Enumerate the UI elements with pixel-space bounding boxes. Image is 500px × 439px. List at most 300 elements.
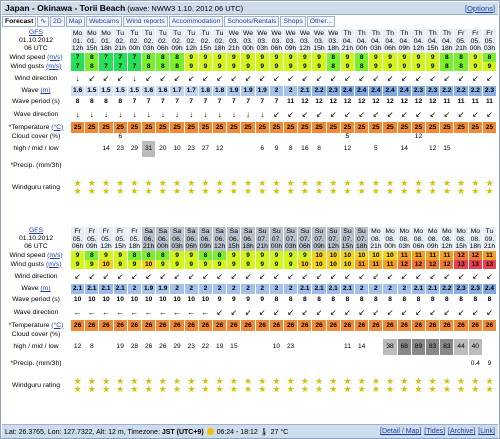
rating-star-icon: ★ ★: [426, 373, 440, 399]
row-label: [2, 175, 70, 201]
forecast-date: 02.: [143, 37, 154, 45]
rating-star-icon: ★ ★: [412, 175, 426, 201]
forecast-hour: 09h: [398, 45, 410, 52]
row-label: [2, 294, 70, 306]
cell: 25: [483, 122, 497, 133]
forecast-hour: 21h: [142, 243, 155, 250]
cell: 10: [114, 294, 128, 306]
cell: [71, 29, 85, 53]
cell: [469, 157, 483, 175]
cell: [383, 141, 397, 157]
cell: 9: [341, 53, 355, 62]
cell: 2: [383, 284, 397, 294]
cell: [284, 331, 298, 339]
cell: 8: [85, 251, 99, 260]
tab-accommodation[interactable]: Accommodation: [169, 16, 224, 27]
cell: [156, 331, 170, 339]
row-wave: [71, 284, 497, 294]
cell: [99, 331, 113, 339]
cell: [355, 157, 369, 175]
cell: 8: [213, 251, 227, 260]
cell: 2.4: [355, 86, 369, 96]
wave-arrow-icon: ←: [142, 306, 156, 320]
forecast-date: 07.: [285, 235, 296, 243]
wind-arrow-icon: ↙: [85, 269, 99, 284]
label-text: *Temperature: [8, 123, 50, 131]
cell: 2: [241, 284, 255, 294]
forecast-date: 01.: [87, 37, 97, 45]
label-text: Wind gusts: [10, 260, 45, 268]
forecast-hour: 12h: [213, 243, 226, 250]
rating-star-icon: ★ ★: [398, 373, 412, 399]
cell: [227, 227, 241, 251]
tab-shops[interactable]: Shops: [280, 16, 305, 27]
cell: 8: [483, 294, 497, 306]
label-text: Wave: [21, 87, 39, 94]
cell: 8: [355, 53, 369, 62]
cell: [85, 331, 99, 339]
cell: [298, 331, 312, 339]
cell: 20: [156, 141, 170, 157]
cell: [483, 141, 497, 157]
cell: [270, 157, 284, 175]
forecast-date: 03.: [271, 37, 282, 45]
cell: [327, 133, 341, 141]
cell: [227, 133, 241, 141]
forecast-date: 05.: [115, 235, 125, 243]
cell: 7: [185, 96, 199, 108]
cell: 9: [241, 294, 255, 306]
cell: 8: [156, 53, 170, 62]
forecast-day: Sa: [229, 228, 238, 235]
rating-star-icon: ★ ★: [241, 175, 255, 201]
cell: [241, 29, 255, 53]
cell: 2: [170, 284, 184, 294]
cell: 25: [341, 122, 355, 133]
forecast-date: 07.: [342, 235, 353, 243]
cell: [426, 331, 440, 339]
label-text: Cloud cover (%): [11, 133, 61, 140]
tab-schools-rentals[interactable]: Schools/Rentals: [224, 16, 279, 27]
rating-star-icon: ★ ★: [312, 175, 326, 201]
wave-arrow-icon: ↙: [227, 306, 241, 320]
cell: 25: [369, 122, 383, 133]
forecast-date: 02.: [214, 37, 225, 45]
cell: 25: [199, 122, 213, 133]
forecast-day: Sa: [215, 228, 224, 235]
cell: [440, 133, 454, 141]
cell: 9: [270, 141, 284, 157]
forecast-day: Sa: [243, 228, 253, 235]
cell: [170, 227, 184, 251]
cell: 1.5: [114, 86, 128, 96]
cell: [71, 157, 85, 175]
cell: 26: [341, 320, 355, 331]
cell: 8: [412, 294, 426, 306]
label-text: Cloud cover (%): [11, 331, 61, 338]
cell: [454, 331, 468, 339]
model-link[interactable]: GFS: [29, 29, 43, 36]
cell: 10: [85, 294, 99, 306]
forecast-day: We: [314, 30, 325, 37]
wave-arrow-icon: ↙: [298, 306, 312, 320]
forecast-day: Mo: [72, 30, 83, 37]
label-text: (m/s): [46, 62, 62, 70]
link-link[interactable]: [Link]: [478, 428, 495, 435]
cell: 10: [298, 260, 312, 269]
cell: 25: [454, 122, 468, 133]
wave-arrow-icon: ↙: [327, 306, 341, 320]
cell: [99, 355, 113, 373]
tides-link[interactable]: [Tides]: [424, 428, 446, 435]
rating-star-icon: ★ ★: [85, 373, 99, 399]
cell: [454, 29, 468, 53]
cell: [114, 355, 128, 373]
wave-arrow-icon: ↙: [355, 108, 369, 122]
cell: 9: [284, 53, 298, 62]
cell: [71, 141, 85, 157]
cell: [383, 157, 397, 175]
forecast-hour: 15h: [341, 243, 354, 250]
forecast-hour: 18h: [327, 45, 339, 52]
cell: 8: [483, 53, 497, 62]
cell: [256, 133, 270, 141]
rating-star-icon: ★ ★: [383, 373, 397, 399]
forecast-day: Tu: [144, 30, 153, 37]
wind-arrow-icon: ↙: [142, 71, 156, 86]
cell: 10: [170, 294, 184, 306]
cell: 12: [469, 251, 483, 260]
cell: 8: [369, 294, 383, 306]
forecast-hour: 15h: [228, 243, 240, 250]
tab-other[interactable]: Other...: [307, 16, 335, 27]
cell: [114, 157, 128, 175]
cell: 9: [85, 260, 99, 269]
row-period: [71, 96, 497, 108]
cell: [99, 227, 113, 251]
forecast-hour: 06h: [157, 45, 169, 52]
row-cloud_a: [71, 331, 497, 339]
tab-graph[interactable]: [37, 16, 49, 27]
forecast-hour: 09h: [284, 45, 297, 52]
cell: 9: [241, 53, 255, 62]
forecast-hour: 06h: [71, 243, 84, 250]
rating-star-icon: ★ ★: [412, 373, 426, 399]
row-wdir: [71, 71, 497, 86]
rating-star-icon: ★ ★: [99, 175, 113, 201]
wind-arrow-icon: ↙: [241, 71, 255, 86]
cell: 9: [199, 53, 213, 62]
cell: [412, 141, 426, 157]
cell: [412, 331, 426, 339]
cell: [99, 157, 113, 175]
label-text: Wave period (s): [12, 98, 60, 105]
cell: 11: [440, 251, 454, 260]
cell: 9: [284, 251, 298, 260]
cell: 8: [327, 294, 341, 306]
cell: 25: [426, 122, 440, 133]
cell: 7: [128, 96, 142, 108]
forecast-day: Su: [329, 228, 338, 235]
wave-arrow-icon: ←: [71, 306, 85, 320]
cell: 9: [412, 62, 426, 71]
cell: 2: [369, 284, 383, 294]
label-text: (°C): [51, 321, 64, 329]
cell: [426, 157, 440, 175]
detail-map-link[interactable]: [Detail / Map]: [380, 428, 422, 435]
label-text: high / mid / low: [13, 145, 59, 152]
cell: 8: [85, 53, 99, 62]
cell: 8: [383, 294, 397, 306]
forecast-hour: 12h: [100, 243, 112, 250]
wind-arrow-icon: ↙: [412, 71, 426, 86]
cell: 44: [454, 339, 468, 355]
cell: 2.2: [454, 86, 468, 96]
cell: 7: [241, 96, 255, 108]
tab-map[interactable]: Map: [66, 16, 85, 27]
cell: 8: [454, 294, 468, 306]
wave-arrow-icon: ↙: [426, 108, 440, 122]
row-rating: [71, 373, 497, 399]
cell: 2: [256, 284, 270, 294]
cell: 10: [369, 251, 383, 260]
cell: 7: [114, 62, 128, 71]
label-text: Wave direction: [13, 111, 59, 118]
cell: 9: [256, 251, 270, 260]
cell: 25: [241, 122, 255, 133]
rating-star-icon: ★ ★: [341, 373, 355, 399]
forecast-date: 06.: [158, 235, 168, 243]
cell: [369, 29, 383, 53]
rating-star-icon: ★ ★: [128, 175, 142, 201]
cell: 9: [213, 260, 227, 269]
wind-arrow-icon: ↙: [114, 71, 128, 86]
row-hd: [71, 227, 497, 251]
cell: 10: [185, 294, 199, 306]
forecast-day: Su: [272, 228, 281, 235]
wave-arrow-icon: ↙: [312, 306, 326, 320]
row-label: [2, 339, 70, 355]
wave-arrow-icon: ↙: [355, 306, 369, 320]
cell: [213, 355, 227, 373]
cell: 9: [369, 62, 383, 71]
cell: [227, 29, 241, 53]
forecast-hour: 12h: [71, 45, 84, 52]
cell: 2.1: [341, 284, 355, 294]
wind-arrow-icon: ↙: [327, 269, 341, 284]
tab-wind-reports[interactable]: Wind reports: [123, 16, 168, 27]
cell: 9: [114, 260, 128, 269]
cell: 12: [355, 96, 369, 108]
cell: [312, 227, 326, 251]
forecast-hour: 03h: [370, 45, 382, 52]
wind-arrow-icon: ↙: [256, 269, 270, 284]
cell: [71, 331, 85, 339]
cell: 25: [114, 122, 128, 133]
cell: 26: [312, 320, 326, 331]
forecast-day: Th: [428, 30, 437, 37]
cell: 2.3: [469, 284, 483, 294]
wind-arrow-icon: ↙: [355, 269, 369, 284]
forecast-hour: 00h: [128, 45, 141, 52]
cell: [355, 141, 369, 157]
wave-arrow-icon: ↓: [170, 108, 184, 122]
forecast-date: 03.: [257, 37, 267, 45]
row-label: [2, 71, 70, 86]
cell: [185, 355, 199, 373]
cell: 26: [99, 320, 113, 331]
cell: [469, 331, 483, 339]
rating-star-icon: ★ ★: [199, 175, 213, 201]
cell: [284, 29, 298, 53]
row-wvdir: [71, 108, 497, 122]
cell: [270, 355, 284, 373]
cell: [483, 29, 497, 53]
forecast-day: Fr: [88, 228, 96, 235]
cell: 26: [213, 320, 227, 331]
cell: 11: [341, 339, 355, 355]
forecast-hour: 00h: [355, 45, 368, 52]
model-link[interactable]: GFS: [29, 227, 43, 234]
row-wdir: [71, 269, 497, 284]
cell: 9: [426, 53, 440, 62]
wind-arrow-icon: ↙: [369, 269, 383, 284]
cell: [298, 339, 312, 355]
cell: 9: [185, 251, 199, 260]
wind-arrow-icon: ↙: [270, 269, 284, 284]
wave-arrow-icon: ↙: [369, 306, 383, 320]
forecast-day: Fr: [131, 228, 138, 235]
tab-webcams[interactable]: Webcams: [86, 16, 122, 27]
cell: 8: [284, 294, 298, 306]
row-wvdir: [71, 306, 497, 320]
cell: [284, 157, 298, 175]
cell: 8: [312, 294, 326, 306]
location-info: Lat: 26.3765, Lon: 127.7322, Alt: 12 m, Timezone:: [5, 428, 160, 436]
cell: 8: [156, 62, 170, 71]
wave-arrow-icon: ↙: [412, 306, 426, 320]
row-label: [2, 260, 70, 269]
cell: 1.8: [213, 86, 227, 96]
forecast-day: Fr: [472, 30, 479, 37]
wave-arrow-icon: ↙: [341, 108, 355, 122]
forecast-date: 09.: [484, 235, 495, 243]
cell: [298, 227, 312, 251]
cell: [440, 355, 454, 373]
cell: 12: [440, 260, 454, 269]
wave-arrow-icon: ↙: [454, 108, 468, 122]
wind-arrow-icon: ↙: [156, 269, 170, 284]
forecast-date: 08.: [456, 235, 466, 243]
cell: 9: [241, 62, 255, 71]
cell: [369, 227, 383, 251]
cell: 9: [227, 251, 241, 260]
forecast-day: Th: [357, 30, 366, 37]
cell: 12: [412, 260, 426, 269]
label-text: 06 UTC: [24, 243, 48, 250]
cell: 26: [426, 320, 440, 331]
wave-arrow-icon: ↓: [128, 108, 142, 122]
forecast-hour: 06h: [412, 243, 425, 250]
tab-forecast[interactable]: Forecast: [2, 16, 36, 27]
wind-arrow-icon: ↙: [284, 269, 298, 284]
wave-arrow-icon: ↓: [241, 108, 255, 122]
cell: 9: [185, 53, 199, 62]
row-label: [2, 29, 70, 53]
forecast-day: We: [257, 30, 268, 37]
cell: 10: [142, 294, 156, 306]
forecast-hour: 00h: [157, 243, 169, 250]
forecast-day: Sa: [201, 228, 210, 235]
forecast-hour: 12h: [412, 45, 425, 52]
cell: [227, 355, 241, 373]
cell: [85, 157, 99, 175]
cell: [85, 355, 99, 373]
wave-arrow-icon: ↙: [454, 306, 468, 320]
cell: 9: [298, 53, 312, 62]
cell: [298, 29, 312, 53]
row-label: [2, 122, 70, 133]
options-link[interactable]: [Options]: [464, 3, 495, 13]
wave-arrow-icon: ←: [156, 306, 170, 320]
cell: [440, 29, 454, 53]
rating-star-icon: ★ ★: [454, 175, 468, 201]
cell: 12: [327, 96, 341, 108]
rating-star-icon: ★ ★: [114, 175, 128, 201]
forecast-date: 05.: [456, 37, 466, 45]
forecast-date: 06.: [229, 235, 239, 243]
cell: 8: [454, 62, 468, 71]
cell: 15: [440, 141, 454, 157]
forecast-day: We: [271, 30, 282, 37]
cell: 9: [256, 62, 270, 71]
forecast-day: Mo: [442, 228, 452, 235]
cell: [156, 157, 170, 175]
forecast-date: 04.: [413, 37, 424, 45]
tab-2d[interactable]: 2D: [50, 16, 65, 27]
cell: 2.4: [398, 86, 412, 96]
cell: 10: [327, 260, 341, 269]
forecast-date: 05.: [101, 235, 111, 243]
cell: 9: [185, 260, 199, 269]
cell: [170, 133, 184, 141]
wind-arrow-icon: ↙: [227, 269, 241, 284]
rating-star-icon: ★ ★: [241, 373, 255, 399]
cell: [341, 157, 355, 175]
cell: 12: [412, 96, 426, 108]
forecast-date: 03.: [243, 37, 253, 45]
rating-star-icon: ★ ★: [483, 175, 497, 201]
cell: 26: [284, 320, 298, 331]
cell: 1.6: [156, 86, 170, 96]
archive-link[interactable]: [Archive]: [448, 428, 476, 435]
cell: 11: [284, 96, 298, 108]
cell: 9: [298, 62, 312, 71]
cell: 8: [170, 62, 184, 71]
forecast-day: We: [299, 30, 310, 37]
cell: 9: [241, 251, 255, 260]
cell: [454, 355, 468, 373]
cell: 26: [114, 320, 128, 331]
label-text: Wind gusts: [10, 62, 45, 70]
forecast-hour: 21h: [341, 45, 354, 52]
forecast-hour: 03h: [284, 243, 297, 250]
spot-title: Japan - Okinawa - Torii Beach: [5, 3, 126, 13]
forecast-day: Mo: [456, 228, 466, 235]
forecast-hour: 00h: [384, 243, 396, 250]
cell: [312, 331, 326, 339]
forecast-day: Mo: [470, 228, 481, 235]
